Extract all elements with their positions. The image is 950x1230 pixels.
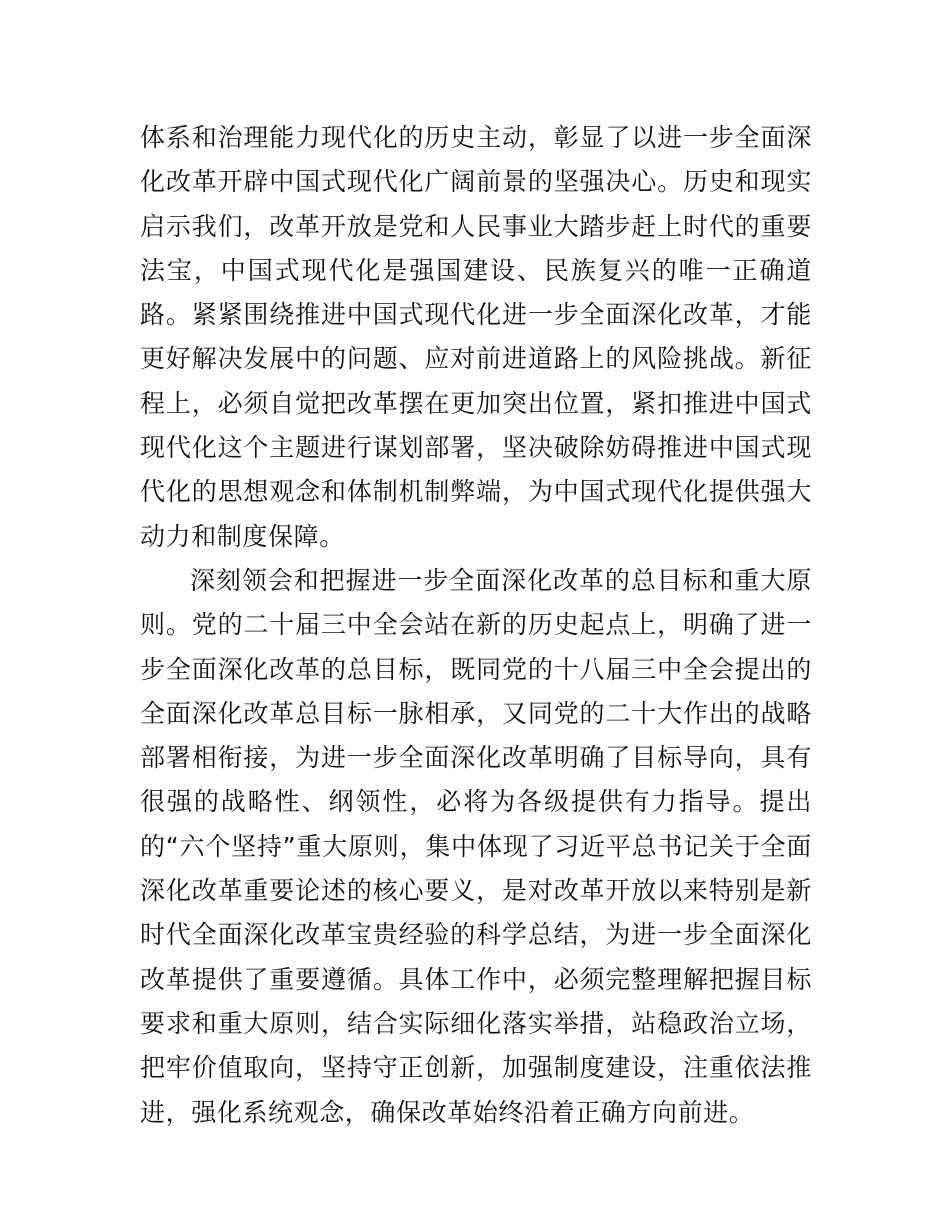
- document-body: [140, 116, 812, 1135]
- paragraph-goals-and-principles: 深刻领会和把握进一步全面深化改革的总目标和重大原则。党的二十届三中全会站在新的历史起点上，明确了进一步全面深化改革的总目标，既同党的十八届三中全会提出的全面深化改革总目标一脉相承，又同党的二十大作出的战略部署相衔接，为进一步全面深化改革明确了目标导向，具有很强的战略性、纲领性，必将为各级提供有力指导。提出的“六个坚持”重大原则，集中体现了习近平总书记关于全面深化改革重要论述的核心要义，是对改革开放以来特别是新时代全面深化改革宝贵经验的科学总结，为进一步全面深化改革提供了重要遵循。具体工作中，必须完整理解把握目标要求和重大原则，结合实际细化落实举措，站稳政治立场，把牢价值取向，坚持守正创新，加强制度建设，注重依法推进，强化系统观念，确保改革始终沿着正确方向前进。: [140, 565, 812, 1127]
- paragraph-continued: 体系和治理能力现代化的历史主动，彰显了以进一步全面深化改革开辟中国式现代化广阔前景的坚强决心。历史和现实启示我们，改革开放是党和人民事业大踏步赶上时代的重要法宝，中国式现代化是强国建设、民族复兴的唯一正确道路。紧紧围绕推进中国式现代化进一步全面深化改革，才能更好解决发展中的问题、应对前进道路上的风险挑战。新征程上，必须自觉把改革摆在更加突出位置，紧扣推进中国式现代化这个主题进行谋划部署，坚决破除妨碍推进中国式现代化的思想观念和体制机制弊端，为中国式现代化提供强大动力和制度保障。: [140, 123, 812, 551]
